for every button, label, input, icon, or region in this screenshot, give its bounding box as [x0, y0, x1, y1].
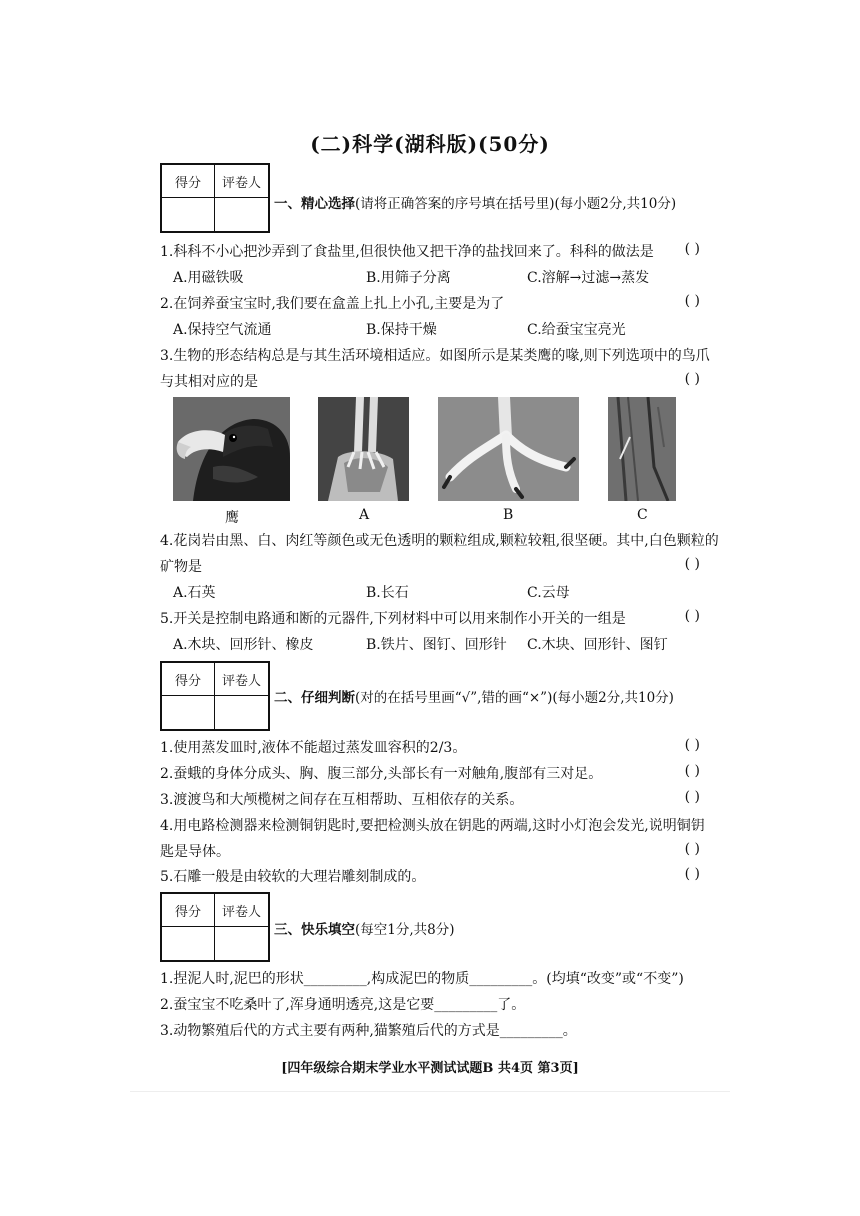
page-title: (二)科学(湖科版)(50分) — [310, 132, 550, 156]
option-b: B.长石 — [366, 585, 409, 601]
section-1-heading — [274, 192, 676, 212]
section-1-instruction: (请将正确答案的序号填在括号里)(每小题2分,共10分) — [355, 196, 677, 212]
option-b-photo — [438, 397, 579, 501]
option-a: A.木块、回形针、橡皮 — [173, 637, 314, 653]
grader-label: 评卷人 — [215, 894, 268, 927]
grader-label: 评卷人 — [215, 663, 268, 696]
score-box-1 — [160, 163, 270, 233]
question-text: 1.捏泥人时,泥巴的形状_________,构成泥巴的物质_________。(均填“改变”或“不变”) — [160, 971, 684, 987]
option-a: A.保持空气流通 — [173, 322, 272, 338]
eagle-head-photo — [173, 397, 290, 501]
answer-paren[interactable]: ( ) — [684, 556, 700, 572]
option-a: A.用磁铁吸 — [173, 270, 244, 286]
question-1-3-cont — [160, 371, 700, 391]
option-c-photo — [608, 397, 676, 501]
question-text: 4.花岗岩由黑、白、肉红等颜色或无色透明的颗粒组成,颗粒较粗,很坚硬。其中,白色颗粒的 — [160, 533, 719, 549]
score-cell[interactable] — [162, 198, 215, 231]
question-1-1 — [160, 241, 700, 261]
answer-paren[interactable]: ( ) — [684, 737, 700, 753]
question-1-5 — [160, 608, 700, 628]
section-2-instruction: (对的在括号里画“√”,错的画“×”)(每小题2分,共10分) — [355, 690, 674, 706]
judge-1 — [160, 737, 700, 757]
answer-paren[interactable]: ( ) — [684, 608, 700, 624]
question-text: 4.用电路检测器来检测铜钥匙时,要把检测头放在钥匙的两端,这时小灯泡会发光,说明铜钥 — [160, 818, 705, 834]
caption-a: A — [359, 507, 370, 523]
grader-label: 评卷人 — [215, 165, 268, 198]
answer-paren[interactable]: ( ) — [684, 763, 700, 779]
grader-cell[interactable] — [215, 696, 268, 729]
question-text: 3.生物的形态结构总是与其生活环境相适应。如图所示是某类鹰的喙,则下列选项中的鸟爪 — [160, 348, 710, 364]
question-text: 2.蚕宝宝不吃桑叶了,浑身通明透亮,这是它要_________了。 — [160, 997, 526, 1013]
grader-cell[interactable] — [215, 927, 268, 960]
score-label: 得分 — [162, 663, 215, 696]
section-3-instruction: (每空1分,共8分) — [355, 922, 455, 938]
question-text: 3.动物繁殖后代的方式主要有两种,猫繁殖后代的方式是_________。 — [160, 1023, 577, 1039]
score-label: 得分 — [162, 894, 215, 927]
section-3-title: 三、快乐填空 — [274, 922, 355, 938]
section-2-heading — [274, 686, 674, 706]
judge-4 — [160, 815, 705, 835]
section-3-heading — [274, 918, 455, 938]
judge-4-cont — [160, 841, 700, 861]
answer-paren[interactable]: ( ) — [684, 866, 700, 882]
judge-3 — [160, 789, 700, 809]
option-a: A.石英 — [173, 585, 216, 601]
score-box-3 — [160, 892, 270, 962]
question-text: 2.蚕蛾的身体分成头、胸、腹三部分,头部长有一对触角,腹部有三对足。 — [160, 766, 603, 782]
option-c: C.溶解→过滤→蒸发 — [527, 270, 650, 286]
question-text: 3.渡渡鸟和大颅榄树之间存在互相帮助、互相依存的关系。 — [160, 792, 524, 808]
option-b: B.铁片、图钉、回形针 — [366, 637, 507, 653]
caption-eagle: 鹰 — [225, 510, 239, 526]
option-b: B.保持干燥 — [366, 322, 437, 338]
judge-5 — [160, 866, 700, 886]
question-text: 矿物是 — [160, 559, 202, 575]
question-1-4-cont — [160, 556, 700, 576]
caption-c: C — [637, 507, 648, 523]
answer-paren[interactable]: ( ) — [684, 789, 700, 805]
option-c: C.云母 — [527, 585, 570, 601]
grader-cell[interactable] — [215, 198, 268, 231]
score-cell[interactable] — [162, 927, 215, 960]
question-text: 匙是导体。 — [160, 844, 230, 860]
question-1-2 — [160, 293, 700, 313]
question-text: 与其相对应的是 — [160, 374, 258, 390]
answer-paren[interactable]: ( ) — [684, 293, 700, 309]
section-2-title: 二、仔细判断 — [274, 690, 355, 706]
score-box-2 — [160, 661, 270, 731]
question-text: 1.使用蒸发皿时,液体不能超过蒸发皿容积的2/3。 — [160, 740, 467, 756]
question-text: 1.科科不小心把沙弄到了食盐里,但很快他又把干净的盐找回来了。科科的做法是 — [160, 244, 654, 260]
option-c: C.木块、回形针、图钉 — [527, 637, 668, 653]
section-1-title: 一、精心选择 — [274, 196, 355, 212]
score-label: 得分 — [162, 165, 215, 198]
option-b: B.用筛子分离 — [366, 270, 451, 286]
question-text: 2.在饲养蚕宝宝时,我们要在盒盖上扎上小孔,主要是为了 — [160, 296, 505, 312]
answer-paren[interactable]: ( ) — [684, 841, 700, 857]
page-footer: [四年级综合期末学业水平测试试题B 共4页 第3页] — [281, 1061, 579, 1076]
question-text: 5.开关是控制电路通和断的元器件,下列材料中可以用来制作小开关的一组是 — [160, 611, 626, 627]
answer-paren[interactable]: ( ) — [684, 241, 700, 257]
judge-2 — [160, 763, 700, 783]
fill-2[interactable] — [160, 994, 700, 1014]
caption-b: B — [503, 507, 514, 523]
question-1-4 — [160, 530, 719, 550]
answer-paren[interactable]: ( ) — [684, 371, 700, 387]
footer-divider — [130, 1091, 730, 1092]
fill-1[interactable] — [160, 968, 700, 988]
score-cell[interactable] — [162, 696, 215, 729]
option-c: C.给蚕宝宝亮光 — [527, 322, 626, 338]
option-a-photo — [318, 397, 409, 501]
question-text: 5.石雕一般是由较软的大理岩雕刻制成的。 — [160, 869, 426, 885]
fill-3[interactable] — [160, 1020, 700, 1040]
question-1-3 — [160, 345, 710, 365]
